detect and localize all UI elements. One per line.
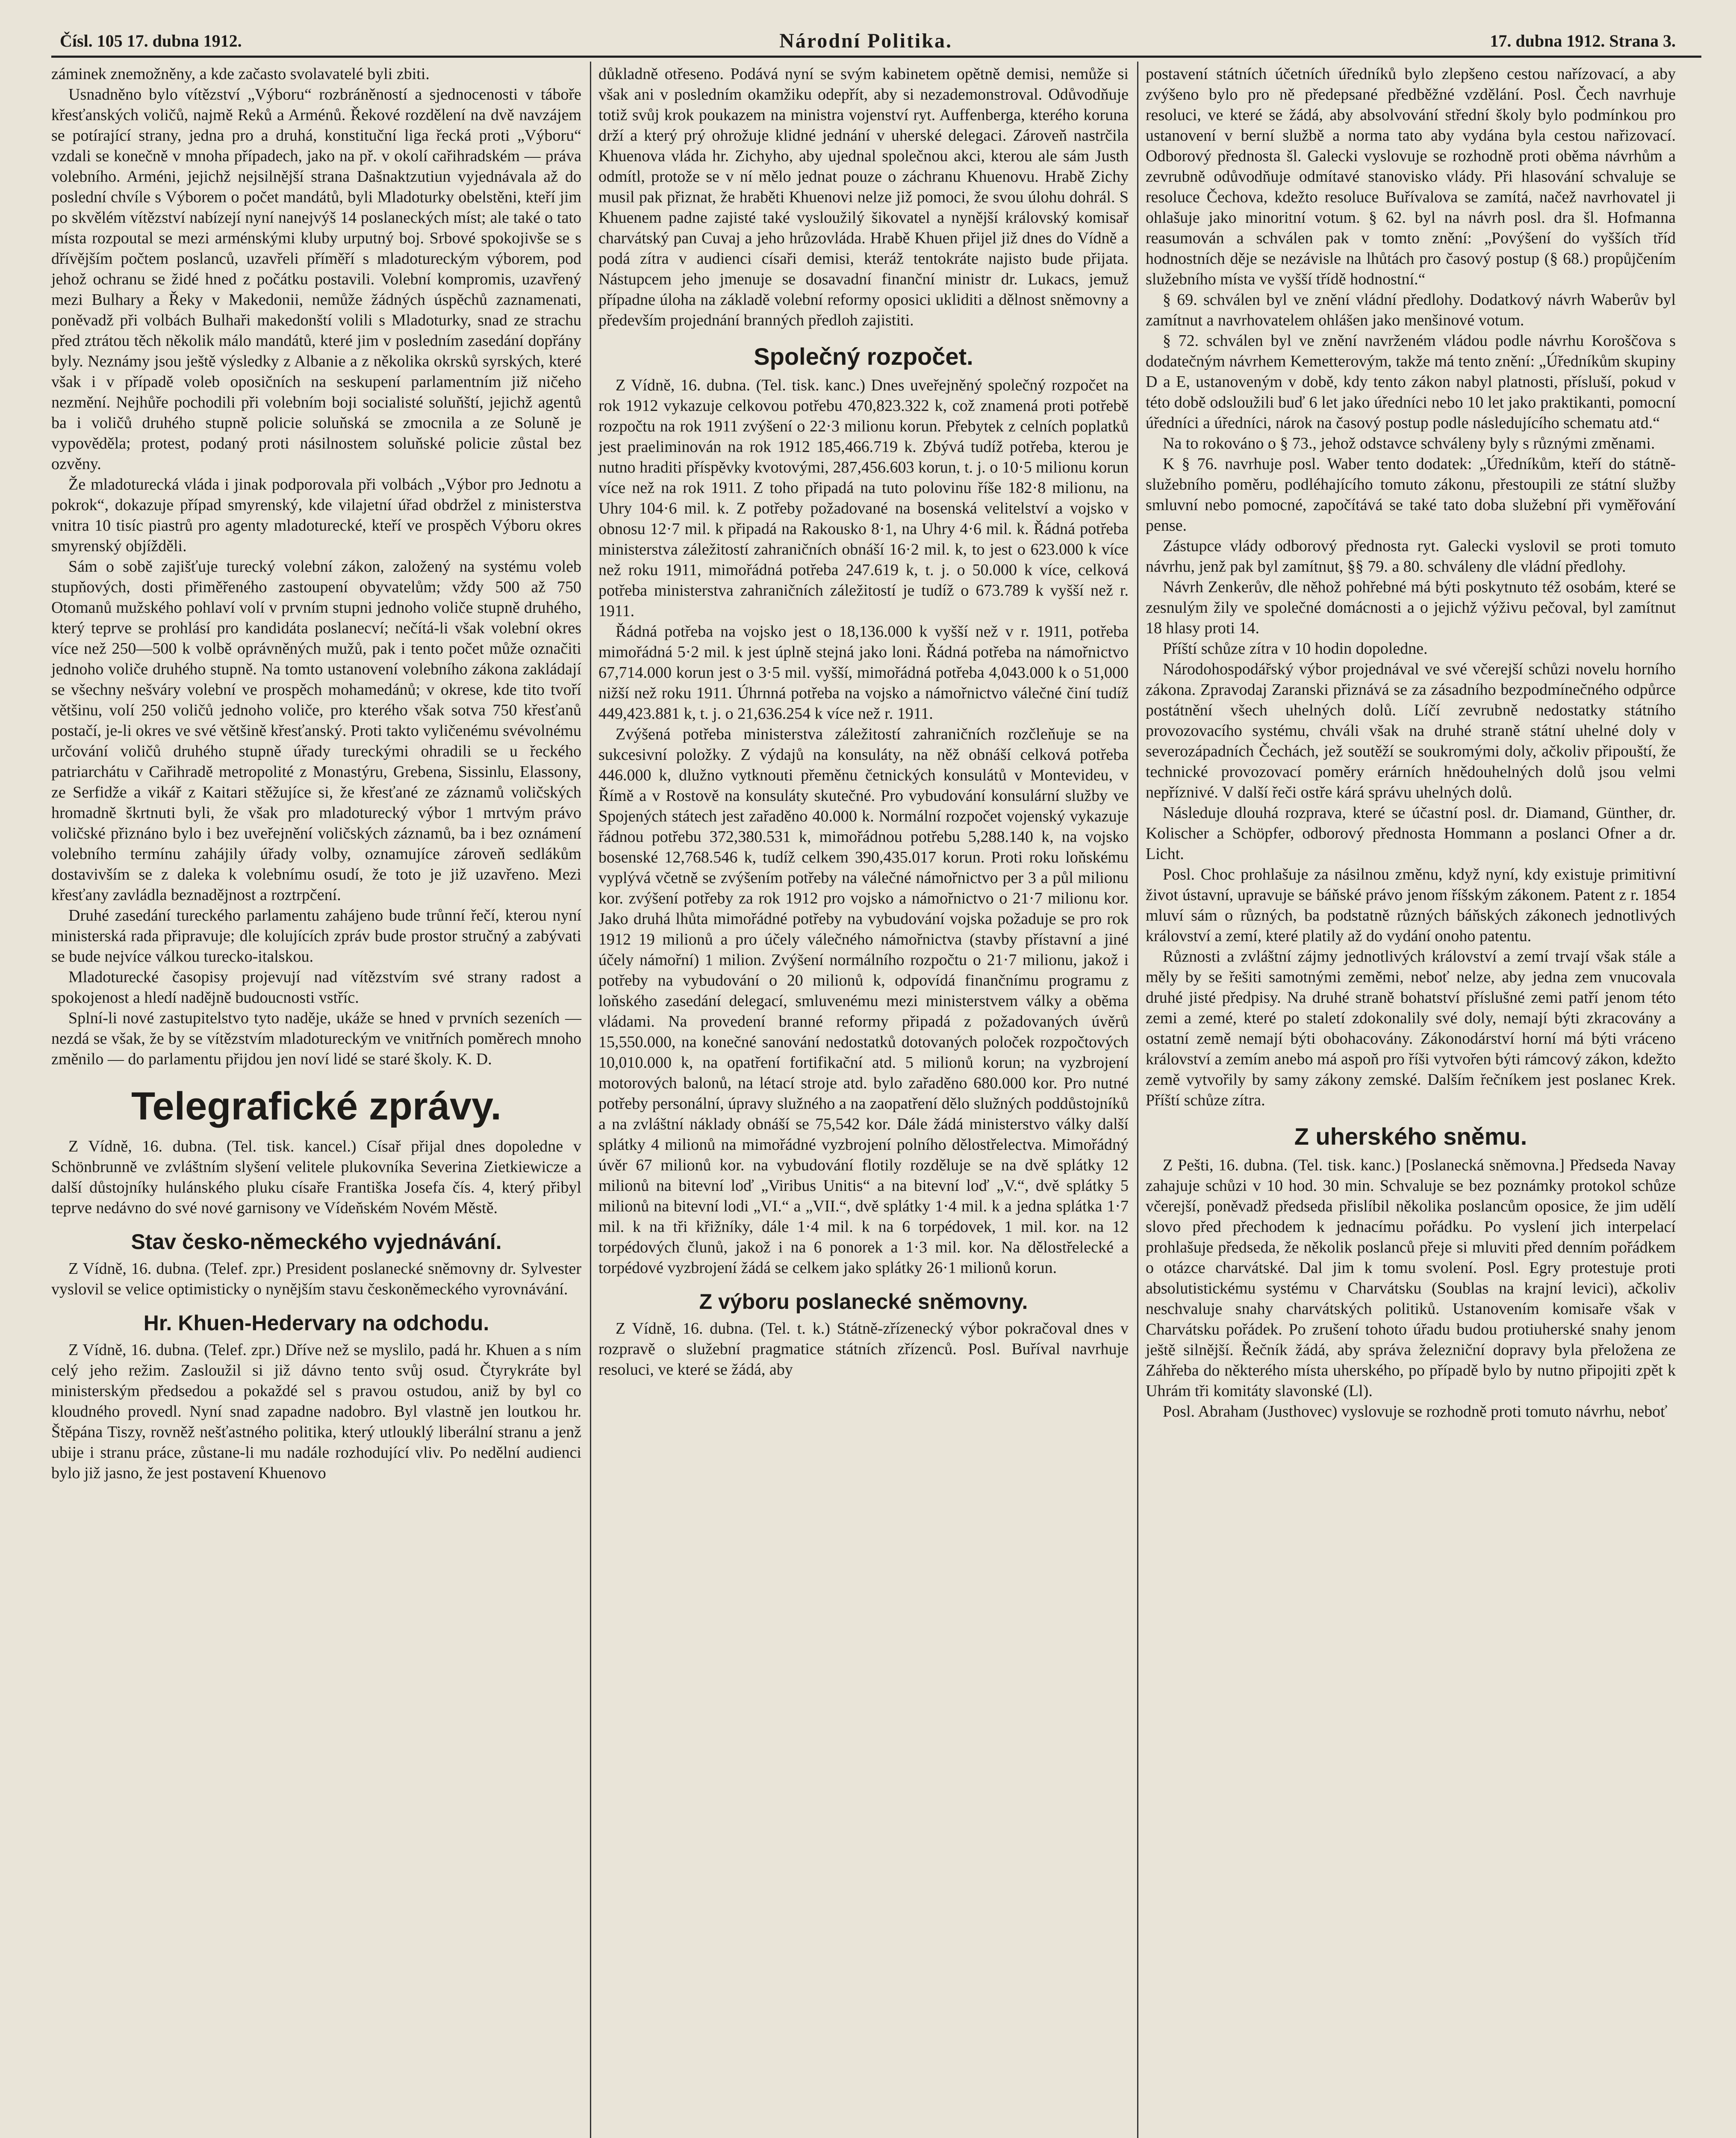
header-issue: Čísl. 105 17. dubna 1912. (60, 31, 242, 50)
page-header (51, 26, 1701, 58)
section-heading-vybor: Z výboru poslanecké sněmovny. (699, 1290, 1028, 1314)
column-3 (1146, 64, 1676, 1483)
column-1 (51, 64, 581, 1483)
paragraph: Návrh Zenkerův, dle něhož pohřebné má býti poskytnuto též osobám, které se zesnulým žily ve společné domácnosti a o jejichž výživu pečoval, byl zamítnut 18 hlasy proti 14. (1146, 578, 1676, 637)
section-heading-stav: Stav česko-německého vyjednávání. (131, 1230, 502, 1254)
paragraph: Z Vídně, 16. dubna. (Telef. zpr.) President poslanecké sněmovny dr. Sylvester vyslovil se velice optimisticky o nynějším stavu českoněmeckého vyrovnávání. (51, 1260, 581, 1298)
paragraph: Z Pešti, 16. dubna. (Tel. tisk. kanc.) [Poslanecká sněmovna.] Předseda Navay zahajuje schůzi v 10 hod. 30 min. Schvaluje se bez poznámky protokol schůze včerejší, poněvadž předseda přislíbil několika poslancům oposice, že jim udělí slovo před přechodem k jednacímu pořádku. Po vyslení jich interpelací prohlašuje předseda, že několik poslanců přeje si mluviti před denním pořádkem o otázce charvátské. Dal jim k tomu svolení. Posl. Egry protestuje proti absolutistickému systému v Charvátsku (Soublas na krajní levici), ačkoliv neschvaluje snahy charvátských politiků. Ustanovením komisaře však v Charvátsku pořádek. Po zrušení tohoto úřadu budou protiuherské snahy jenom ještě silnější. Řečník žádá, aby správa železniční dopravy byla přeložena ze Záhřeba do některého místa uherského, po případě bylo by nutno připojiti zpět k Uhrám tři komitáty slavonské (Ll). (1146, 1156, 1676, 1400)
masthead-title: Národní Politika. (779, 29, 952, 52)
section-heading-khuen: Hr. Khuen-Hedervary na odchodu. (143, 1311, 489, 1335)
columns (51, 58, 1701, 1483)
newspaper-page (51, 26, 1701, 2138)
paragraph: důkladně otřeseno. Podává nyní se svým kabinetem opětně demisi, nemůže si však ani v posledním okamžiku odepřít, aby si nezademonstroval. Odůvodňuje totiž svůj krok poukazem na ministra vojenství ryt. Auffenberga, kterého koruna drží a který prý ohrožuje klidné jednání v uherské delegaci. Zároveň nastrčila Khuenova vláda hr. Zichyho, aby ujednal společnou akci, kterou ale sám Justh odmítl, protože se v ní mělo jednat pouze o záchranu Khuenovu. Hrabě Zichy musil pak přiznat, že hraběti Khuenovi nelze již pomoci, že svou úlohu dohrál. S Khuenem padne zajisté také vysloužilý šikovatel a nynější královský komisař charvátský pan Cuvaj a jeho hrůzovláda. Hrabě Khuen přijel již dnes do Vídně a podá zítra v audienci císaři demisi, kteráž tentokráte najisto bude přijata. Nástupcem jeho jmenuje se dosavadní finanční ministr dr. Lukacs, jemuž případne úloha na základě volební reformy oposici ukliditi a dělnost sněmovny a především projednání branných předloh zajistiti. (598, 65, 1129, 329)
paragraph: Posl. Choc prohlašuje za násilnou změnu, když nyní, kdy existuje primitivní život ústavní, upravuje se báňské právo jenom říšským zákonem. Patent z r. 1854 mluví sám o různých, ba podstatně různých báňských zákonech jednotlivých království a zemí, které platily až do vydání onoho patentu. (1146, 865, 1676, 945)
paragraph: Posl. Abraham (Justhovec) vyslovuje se rozhodně proti tomuto návrhu, neboť (1163, 1403, 1668, 1420)
paragraph: Že mladoturecká vláda i jinak podporovala při volbách „Výbor pro Jednotu a pokrok“, dokazuje případ smyrenský, kde vilajetní úřad obdržel z ministerstva vnitra 10 tisíc piastrů pro agenty mladoturecké, kteří ve prospěch Výboru okres smyrenský objížděli. (51, 475, 581, 555)
paragraph: Následuje dlouhá rozprava, které se účastní posl. dr. Diamand, Günther, dr. Kolischer a Schöpfer, odborový přednosta Hommann a poslanci Ofner a dr. Licht. (1146, 804, 1676, 863)
section-heading-telegraf: Telegrafické zprávy. (131, 1084, 501, 1128)
paragraph: § 72. schválen byl ve znění navrženém vládou podle návrhu Koroščova s dodatečným návrhem Kemetterovým, takže má tento znění: „Úředníkům skupiny D a E, ustanoveným v době, kdy tento zákon nabyl platnosti, přísluší, pokud v této době odsloužili buď 6 let jako úředníci nebo 10 let jako praktikanti, pomocní úředníci a úředníci, nárok na časový postup podle následujícího schematu atd.“ (1146, 332, 1676, 432)
paragraph: Usnadněno bylo vítězství „Výboru“ rozbráněností a sjednocenosti v táboře křesťanských voličů, najmě Reků a Arménů. Řekové rozdělení na dvě navzájem se potírající strany, jedna pro a druhá, konstituční liga řecká proti „Výboru“ vzdali se konečně v mnoha případech, jako na př. v okolí cařihradském — práva volebního. Arméni, jejichž nejsilnější strana Dašnaktzutiun vyjednávala až do poslední chvíle s Výborem o počet mandátů, byli Mladoturky obelstěni, kteří jim po skvělém vítězství nabízejí nyní nanejvýš 14 poslaneckých míst; ale také o tato místa rozpoutal se mezi arménskými kluby urputný boj. Srbové spokojivše se s dřívějším počtem poslanců, uzavřeli příměří s mladotureckým výborem, pod jehož ochranu se židé hned z počátku postavili. Volební kompromis, uzavřený mezi Bulhary a Řeky v Makedonii, nemůže žádných úspěchů zaznamenati, poněvadž při volbách Bulhaři makedonští volili s Mladoturky, snad ze strachu před ztrátou těch několik málo mandátů, které jim v posledním zasedání dopřány byly. Neznámy jsou ještě výsledky z Albanie a z několika okrsků syrských, které však i v případě voleb oposičních na seskupení parlamentním již ničeho nezmění. Nejhůře pochodili při volebním boji socialisté soluňští, jejichž agentů ba i voličů druhého stupně policie soluňská se zmocnila a ze Soluně je vypověděla; protest, podaný proti násilnostem soluňské policie zůstal bez ozvěny. (51, 86, 581, 473)
paragraph: Splní-li nové zastupitelstvo tyto naděje, ukáže se hned v prvních sezeních — nezdá se však, že by se vítězstvím mladotureckým ve vnitřních poměrech mnoho změnilo — do parlamentu přijdou jen noví lidé se staré školy. K. D. (51, 1009, 581, 1068)
section-heading-uher: Z uherského sněmu. (1294, 1123, 1527, 1150)
paragraph: postavení státních účetních úředníků bylo zlepšeno cestou nařízovací, a aby zvýšeno bylo pro ně předepsané předběžné vzdělání. Posl. Čech navrhuje resoluci, ve které se žádá, aby absolvování střední školy bylo podmínkou pro ustanovení v berní službě a norma tato aby vydána byla cestou nařizovací. Odborový přednosta šl. Galecki vyslovuje se rozhodně proti oběma návrhům a zevrubně odůvodňuje odmítavé stanovisko vlády. Při hlasování schvaluje se resoluce Čechova, kdežto resoluce Buřívalova se zamítá, načež navrhovatel ji ohlašuje jako minoritní votum. § 62. byl na návrh posl. dra šl. Hofmanna reasumován a schválen pak v tomto znění: „Povýšení do vyšších tříd hodnostních děje se nezávisle na lhůtách pro časový postup (§ 68.) propůjčením služebního místa ve vyšší třídě hodnostní.“ (1146, 65, 1676, 288)
paragraph: Druhé zasedání tureckého parlamentu zahájeno bude trůnní řečí, kterou nyní ministerská rada připravuje; dle kolujících zpráv bude prostor stručný a zabývati se bude nejvíce válkou turecko-italskou. (51, 907, 581, 966)
paragraph: Řádná potřeba na vojsko jest o 18,136.000 k vyšší než v r. 1911, potřeba mimořádná 5·2 mil. k jest úplně stejná jako loni. Řádná potřeba na námořnictvo 67,714.000 korun jest o 3·5 mil. vyšší, mimořádná potřeba 4,043.000 k o 51,000 nižší než roku 1911. Úhrnná potřeba na vojsko a námořnictvo válečné činí tudíž 449,423.881 k, t. j. o 21,636.254 k více než r. 1911. (598, 623, 1129, 723)
paragraph: Z Vídně, 16. dubna. (Tel. t. k.) Státně-zřízenecký výbor pokračoval dnes v rozpravě o služební pragmatice státních zřízenců. Posl. Buříval navrhuje resoluci, ve které se žádá, aby (598, 1320, 1129, 1379)
paragraph: Zástupce vlády odborový přednosta ryt. Galecki vyslovil se proti tomuto návrhu, jenž pak byl zamítnut, §§ 79. a 80. schváleny dle vládní předlohy. (1146, 537, 1676, 576)
paragraph: Různosti a zvláštní zájmy jednotlivých království a zemí trvají však stále a měly by se řešiti samotnými zeměmi, neboť nelze, aby jedna zem vnucovala druhé jisté předpisy. Na druhé straně bohatství příslušné zemi patří jenom této zemi a zemé, které po staletí zdokonalily své doly, nemají býti zkracovány a ostatní země nemají býti obohacovány. Zákonodárství horní má býti vráceno království a zemím anebo má aspoň pro říši vytvořen býti rámcový zákon, kdežto země vytvořily by samy zákony zemské. Dalším řečníkem jest poslanec Krek. Příští schůze zítra. (1146, 948, 1676, 1109)
paragraph: Z Vídně, 16. dubna. (Telef. zpr.) Dříve než se myslilo, padá hr. Khuen a s ním celý jeho režim. Zasloužil si již dávno tento svůj osud. Čtyrykráte byl ministerským předsedou a pokaždé sel s pravou ostudou, aniž by byl co kloudného provedl. Nyní snad zapadne nadobro. Byl vlastně jen loutkou hr. Štěpána Tiszy, rovněž nešťastného politika, který utlouklý liberální stranu a jenž ubije i stranu práce, zůstane-li mu nadále rozhodující vliv. Po nedělní audienci bylo již jasno, že jest postavení Khuenovo (51, 1341, 581, 1482)
paragraph: Z Vídně, 16. dubna. (Tel. tisk. kanc.) Dnes uveřejněný společný rozpočet na rok 1912 vykazuje celkovou potřebu 470,823.322 k, což znamená proti potřebě rozpočtu na rok 1911 zvýšení o 22·3 milionu korun. Přebytek z celních poplatků jest praeliminován na rok 1912 185,466.719 k. Zbývá tudíž potřeba, kterou je nutno hraditi příspěvky kvotovými, 287,456.603 korun, t. j. o 10·5 milionu korun více než na rok 1911. Z toho připadá na tuto polovinu říše 182·8 milionu, na Uhry 104·6 mil. k. Z potřeby požadované na bosenská velitelství a vojsko v obnosu 12·7 mil. k připadá na Rakousko 8·1, na Uhry 4·6 mil. k. Řádná potřeba ministerstva záležitostí zahraničních obnáší 16·2 mil. k, to jest o 623.000 k více než roku 1911, mimořádná potřeba 247.619 k, t. j. o 50.000 k více, celková potřeba ministerstva zahraničních záležitostí je tudíž o 673.789 k vyšší než r. 1911. (598, 376, 1129, 620)
paragraph: K § 76. navrhuje posl. Waber tento dodatek: „Úředníkům, kteří do státně-služebního poměru, podléhajícího tomuto zákonu, přestoupili ze státní služby smluvní nebo pomocné, započítává se také tato doba služební při vyměřování pense. (1146, 455, 1676, 534)
paragraph: Příští schůze zítra v 10 hodin dopoledne. (1163, 640, 1428, 658)
paragraph: Národohospodářský výbor projednával ve své včerejší schůzi novelu horního zákona. Zpravodaj Zaranski přiznává se za zásadního bezpodmínečného odpůrce postátnění všech uhelných dolů. Líčí zevrubně nedostatky státního provozovacího systému, chváli však na druhé straně státní uhelné doly v severozápadních Čechách, jež soutěží se soukromými doly, ačkoliv připouští, že technické provozovací poměry erárních hnědouhelných dolů jsou velmi nepříznivé. V další řeči ostře kárá správu uhelných dolů. (1146, 660, 1676, 801)
paragraph: § 69. schválen byl ve znění vládní předlohy. Dodatkový návrh Waberův byl zamítnut a navrhovatelem ohlášen jako menšinové votum. (1146, 291, 1676, 329)
paragraph: Na to rokováno o § 73., jehož odstavce schváleny byly s různými změnami. (1163, 434, 1655, 452)
paragraph: záminek znemožněny, a kde začasto svolavatelé byli zbiti. (51, 65, 430, 83)
column-2 (598, 64, 1129, 1483)
section-heading-rozpocet: Společný rozpočet. (754, 343, 973, 370)
paragraph: Z Vídně, 16. dubna. (Tel. tisk. kancel.) Císař přijal dnes dopoledne v Schönbrunně ve zvláštním slyšení velitele plukovníka Severina Zietkiewicze a další důstojníky hulánského pluku císaře Františka Josefa čís. 4, který přibyl teprve nedávno do své nové garnisony ve Vídeňském Novém Městě. (51, 1137, 581, 1217)
paragraph: Mladoturecké časopisy projevují nad vítězstvím své strany radost a spokojenost a hledí nadějně budoucnosti vstříc. (51, 968, 581, 1007)
paragraph: Zvýšená potřeba ministerstva záležitostí zahraničních rozčleňuje se na sukcesivní položky. Z výdajů na konsuláty, na něž obnáší celková potřeba 446.000 k, dlužno vytknouti přeměnu četnických konsulátů v Montevideu, v Římě a v Rostově na konsuláty skutečné. Pro vybudování konsulární služby ve Spojených státech jest zařaděno 40.000 k. Normální rozpočet vojenský vykazuje řádnou potřebu 372,380.531 k, mimořádnou potřebu 5,288.140 k, na vojsko bosenské 12,768.546 k, tudíž celkem 390,435.017 korun. Proti roku loňskému vyplývá včetně se zvýšením potřeby na válečné námořnictvo per 3 a půl milionu kor. zvýšení potřeby za rok 1912 pro vojsko a námořnictvo o 21·7 milionu kor. Jako druhá lhůta mimořádné potřeby na vybudování vojska požaduje se pro rok 1912 19 milionů a pro účely válečného námořnictva (stavby přístavní a jiné účely námořní) 1 milion. Zvýšení normálního rozpočtu o 21·7 milionu, jakož i potřeby na vybudování o 20 milionů k, odpovídá finančnímu programu z loňského zasedání delegací, smluvenému mezi ministerstvem války a oběma vládami. Na provedení branné reformy připadá z požadovaných úvěrů 15,550.000, na konečné sanování nedostatků dotovaných poloček rozpočtových 10,010.000 k, na opatření fortifikační atd. 5 milionů korun; na vyzbrojení motorových balonů, na létací stroje atd. bylo zařaděno 680.000 kor. Pro nutné potřeby personální, úpravy služného a na zaopatření dělo služných poddůstojníků a na zvláštní náklady obnáší se 75,542 kor. Dále žádá ministerstvo války další splátky 4 milionů na mimořádné vyzbrojení polního dělostřelectva. Mimořádný úvěr 67 milionů kor. na vybudování flotily rozděluje se na dvě splátky 12 milionů na bitevní loď „Viribus Unitis“ a na bitevní loď „V.“, dvě splátky 5 milionů na bitevní lodi „VI.“ a „VII.“, dvě splátky 1·4 mil. k a jedna splátka 1·7 mil. k na tři křižníky, dále 1·4 mil. k na 6 torpédovek, 1 mil. kor. na 12 torpédových člunů, jakož i na 6 ponorek a 1·3 mil. kor. Na dělostřelecké a torpédové vyzbrojení žádá se celkem jako splátky 26·1 milionů korun. (598, 725, 1129, 1277)
header-page-number: 17. dubna 1912. Strana 3. (1490, 31, 1676, 50)
paragraph: Sám o sobě zajišťuje turecký volební zákon, založený na systému voleb stupňových, dosti přiměřeného zastoupení obyvatelům; vždy 500 až 750 Otomanů mužského pohlaví volí v prvním stupni jednoho voliče stupně druhého, který teprve se prohlásí pro kandidáta poslanecví; nečítá-li však volební okres více než 250—500 k volbě oprávněných mužů, pak i tento počet může označiti jednoho voliče druhého stupně. Na tomto ustanovení volebního zákona zakládají se všechny nešváry volební ve prospěch mohamedánů; v okrese, kde tito tvoří většinu, volí 250 voličů jednoho voliče, pro kterého však sotva 750 křesťanů postačí, je-li okres ve své většině křesťanský. Proti takto vyličenému svévolnému určování voličů druhého stupně úřady tureckými ohradili se u řeckého patriarchátu v Cařihradě metropolité z Monastýru, Grebena, Sissinlu, Elassony, ze Serfidže a vikář z Kaitari stěžujíce si, že křesťané ze záznamů voličských hromadně škrtnuti byli, že však pro mladoturecký výbor 1 mrtvým právo voličské přiznáno bylo i bez uveřejnění voličských záznamů, ba i bez oznámení volebního termínu zahájily úřady volby, oznamujíce zároveň sedlákům dostavivším se z daleka k volebnímu osudí, že toto je již uzavřeno. Mezi křesťany zavládla beznadějnost a roztrpčení. (51, 558, 581, 904)
